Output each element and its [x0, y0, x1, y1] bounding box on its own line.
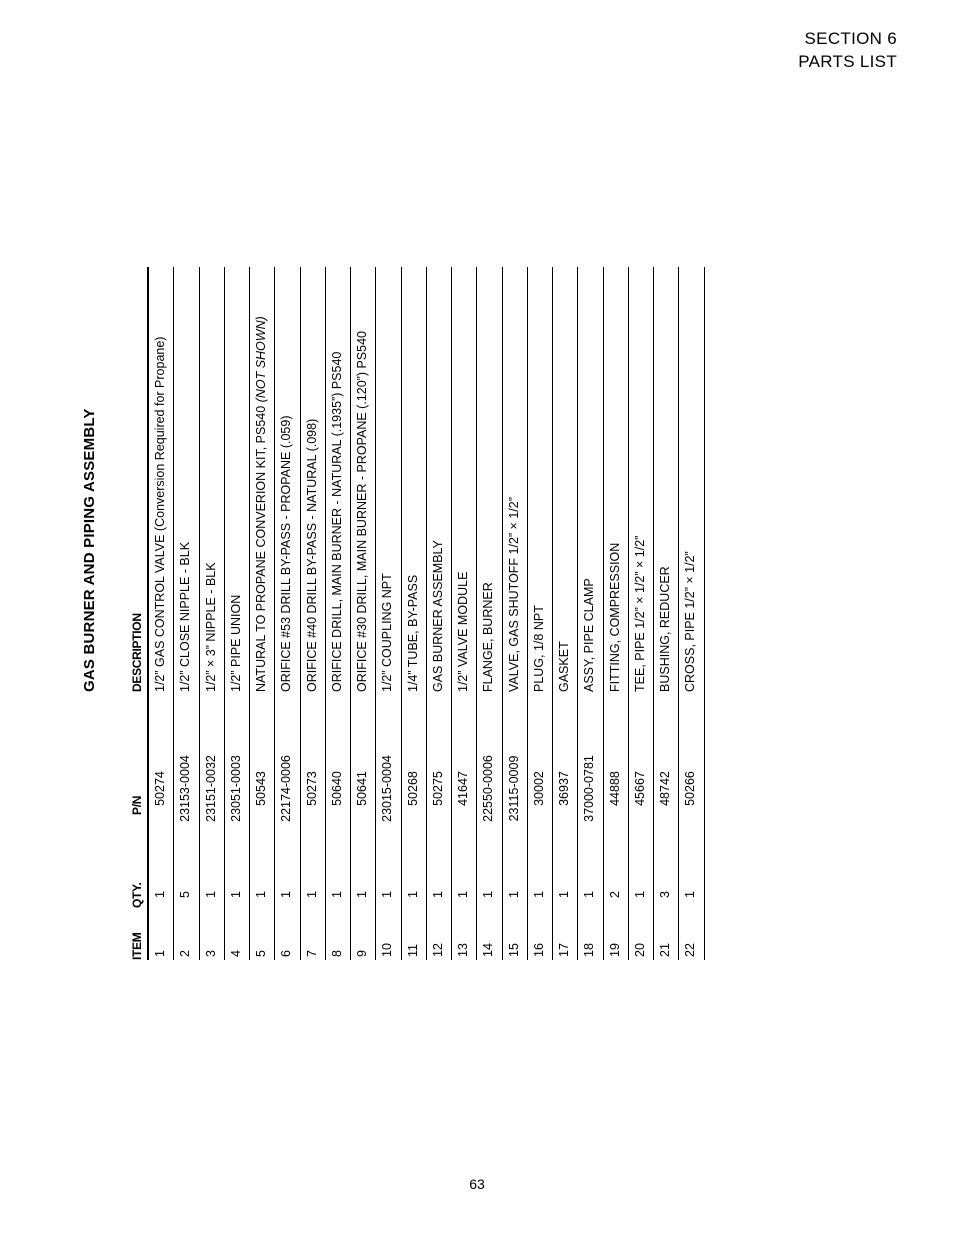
description-text: 1/2” COUPLING NPT [380, 573, 395, 692]
cell-item: 8 [329, 950, 344, 957]
cell-item: 22 [683, 943, 698, 957]
cell-item: 15 [506, 943, 521, 957]
table-row [250, 267, 275, 960]
cell-qty: 1 [355, 891, 369, 898]
cell-item: 21 [658, 943, 672, 957]
cell-part-number: 50266 [683, 771, 698, 806]
description-text: NATURAL TO PROPANE CONVERION KIT, PS540 [254, 402, 268, 692]
cell-part-number: 50543 [254, 771, 268, 806]
cell-description [402, 262, 426, 692]
table-header-row [127, 267, 149, 960]
cell-item: 17 [557, 943, 571, 957]
cell-item: 9 [355, 950, 369, 957]
cell-item: 13 [456, 943, 470, 957]
cell-part-number: 41647 [456, 771, 470, 806]
table-row [629, 267, 654, 960]
table-row [275, 267, 300, 960]
table-row [679, 267, 704, 960]
description-text: GAS BURNER ASSEMBLY [430, 540, 445, 692]
description-text: VALVE, GAS SHUTOFF 1/2” × 1/2” [506, 497, 521, 692]
cell-part-number: 23153-0004 [178, 755, 193, 822]
section-header [798, 27, 897, 73]
cell-description [225, 262, 249, 692]
cell-description [275, 262, 299, 692]
description-text: 1/2” × 3” NIPPLE - BLK [203, 562, 218, 692]
table-row [477, 267, 502, 960]
cell-part-number: 22550-0006 [481, 755, 496, 822]
cell-description [351, 262, 375, 692]
cell-qty: 1 [228, 891, 243, 898]
cell-item: 4 [228, 950, 243, 957]
page-number: 63 [469, 1176, 485, 1192]
cell-part-number: 50641 [355, 771, 369, 806]
table-title: GAS BURNER AND PIPING ASSEMBLY [81, 408, 98, 692]
cell-qty: 1 [481, 891, 496, 898]
column-header-qty: QTY. [130, 882, 144, 908]
description-text: 1/2” CLOSE NIPPLE - BLK [178, 541, 193, 692]
description-text: FLANGE, BURNER [481, 582, 496, 692]
table-row [452, 267, 477, 960]
description-text: ORIFICE #53 DRILL BY-PASS - PROPANE (.059) [279, 415, 294, 692]
cell-description [654, 262, 678, 692]
cell-description [578, 262, 602, 692]
cell-qty: 1 [329, 891, 344, 898]
cell-qty: 5 [178, 891, 193, 898]
table-row [604, 267, 629, 960]
cell-part-number: 23115-0009 [506, 755, 521, 822]
cell-description [528, 262, 552, 692]
cell-description [604, 262, 628, 692]
cell-item: 3 [203, 950, 218, 957]
cell-qty: 3 [658, 891, 672, 898]
cell-qty: 1 [430, 891, 445, 898]
cell-qty: 1 [380, 891, 395, 898]
cell-part-number: 50275 [430, 771, 445, 806]
table-row [376, 267, 401, 960]
cell-item: 7 [304, 950, 319, 957]
cell-qty: 1 [304, 891, 319, 898]
cell-item: 11 [405, 944, 420, 957]
cell-qty: 1 [456, 891, 470, 898]
table-row [149, 267, 174, 960]
cell-qty: 1 [405, 891, 420, 898]
table-row [654, 267, 679, 960]
table-row [225, 267, 250, 960]
description-text: CROSS, PIPE 1/2” × 1/2” [683, 551, 698, 692]
section-label: SECTION 6 [804, 29, 897, 48]
cell-part-number: 22174-0006 [279, 755, 294, 822]
table-row [427, 267, 452, 960]
cell-qty: 1 [683, 891, 698, 898]
cell-description [326, 262, 350, 692]
table-row [578, 267, 603, 960]
column-header-description: DESCRIPTION [130, 613, 144, 692]
cell-qty: 2 [607, 891, 622, 898]
description-text: TEE, PIPE 1/2” × 1/2” × 1/2” [632, 535, 647, 692]
cell-description [629, 262, 653, 692]
cell-qty: 1 [582, 891, 597, 898]
cell-qty: 1 [531, 891, 546, 898]
cell-qty: 1 [506, 891, 521, 898]
cell-description [376, 262, 400, 692]
cell-part-number: 50268 [405, 771, 420, 806]
cell-part-number: 48742 [658, 771, 672, 806]
cell-part-number: 50274 [153, 771, 167, 806]
table-row [503, 267, 528, 960]
column-header-item: ITEM [130, 932, 144, 960]
cell-item: 16 [531, 943, 546, 957]
description-text: 1/2” GAS CONTROL VALVE (Conversion Required for Propane) [153, 336, 167, 692]
cell-part-number: 37000-0781 [582, 755, 597, 822]
cell-part-number: 50640 [329, 771, 344, 806]
cell-item: 14 [481, 943, 496, 957]
description-text: ASSY, PIPE CLAMP [582, 578, 597, 692]
cell-qty: 1 [203, 891, 218, 898]
cell-item: 2 [178, 950, 193, 957]
description-text: 1/4” TUBE, BY-PASS [405, 574, 420, 692]
cell-part-number: 44888 [607, 771, 622, 806]
cell-qty: 1 [254, 891, 268, 898]
description-text: BUSHING, REDUCER [658, 566, 672, 692]
cell-item: 10 [380, 943, 395, 957]
table-row [553, 267, 578, 960]
description-text: 1/2” PIPE UNION [228, 594, 243, 692]
cell-qty: 1 [632, 891, 647, 898]
cell-qty: 1 [279, 891, 294, 898]
description-text: ORIFICE DRILL, MAIN BURNER - NATURAL (.1935”) PS540 [329, 351, 344, 692]
column-header-pn: P/N [130, 795, 144, 815]
table-row [351, 267, 376, 960]
cell-item: 12 [430, 943, 445, 957]
description-text: PLUG, 1/8 NPT [531, 605, 546, 692]
cell-item: 1 [153, 950, 167, 957]
table-row [402, 267, 427, 960]
description-text: 1/2” VALVE MODULE [456, 571, 470, 692]
cell-part-number: 50273 [304, 771, 319, 806]
table-row [528, 267, 553, 960]
table-body [149, 267, 705, 960]
description-text: FITTING, COMPRESSION [607, 542, 622, 692]
cell-part-number: 30002 [531, 771, 546, 806]
description-text: GASKET [557, 641, 571, 692]
cell-description [427, 262, 451, 692]
table-row [200, 267, 225, 960]
description-text: ORIFICE #30 DRILL, MAIN BURNER - PROPANE (.120”) PS540 [355, 331, 369, 692]
cell-qty: 1 [153, 891, 167, 898]
cell-description [553, 262, 577, 692]
description-note: (NOT SHOWN) [254, 316, 268, 403]
parts-table-rotated [75, 260, 715, 960]
table-row [301, 267, 326, 960]
cell-part-number: 23151-0032 [203, 755, 218, 822]
cell-description [477, 262, 501, 692]
cell-item: 18 [582, 943, 597, 957]
cell-item: 19 [607, 943, 622, 957]
cell-description [149, 262, 173, 692]
cell-description [503, 262, 527, 692]
cell-part-number: 23051-0003 [228, 755, 243, 822]
cell-item: 5 [254, 950, 268, 957]
cell-qty: 1 [557, 891, 571, 898]
cell-description [174, 262, 198, 692]
cell-description [679, 262, 703, 692]
cell-part-number: 23015-0004 [380, 755, 395, 822]
table-row [174, 267, 199, 960]
cell-part-number: 45667 [632, 771, 647, 806]
table-row [326, 267, 351, 960]
description-text: ORIFICE #40 DRILL BY-PASS - NATURAL (.098) [304, 418, 319, 692]
cell-description [301, 262, 325, 692]
section-subtitle: PARTS LIST [798, 52, 897, 71]
cell-description [250, 262, 274, 692]
cell-description [452, 262, 476, 692]
cell-part-number: 36937 [557, 771, 571, 806]
cell-description [200, 262, 224, 692]
cell-item: 20 [632, 943, 647, 957]
cell-item: 6 [279, 950, 294, 957]
